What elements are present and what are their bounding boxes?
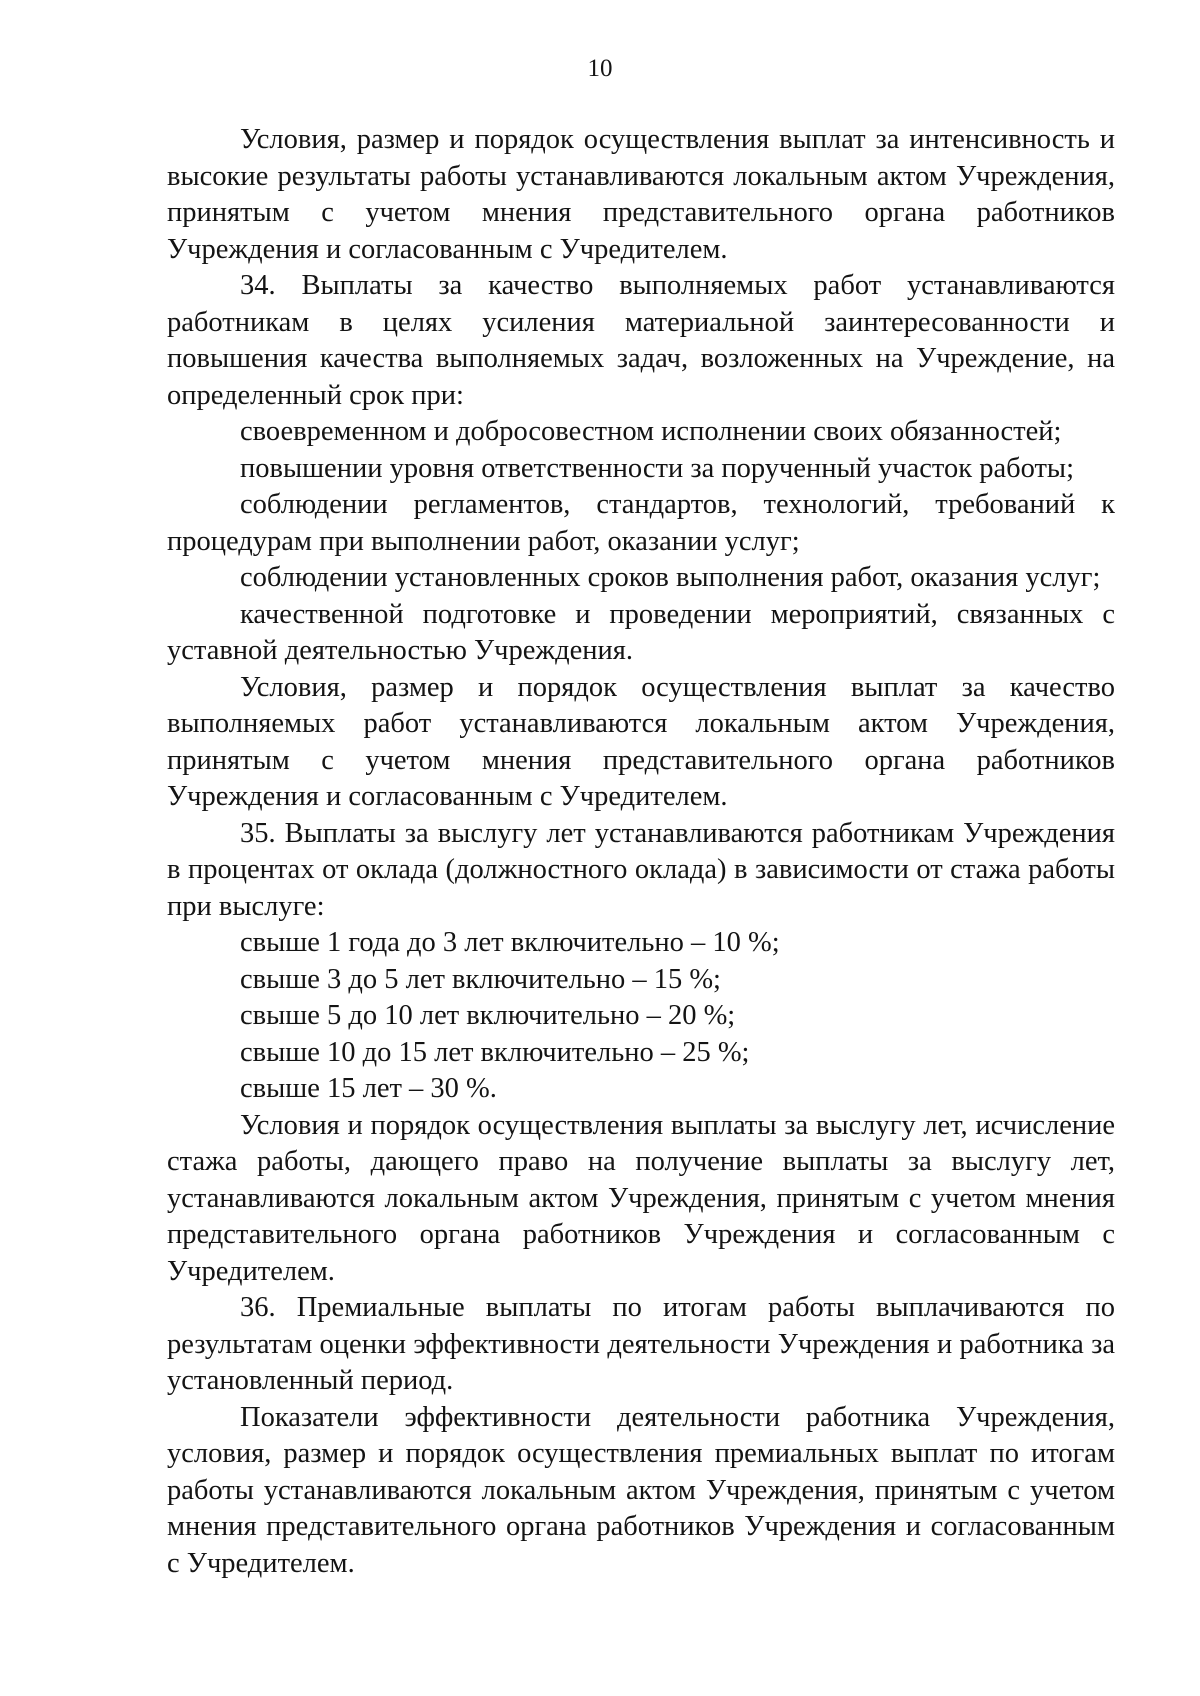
paragraph-36-bonus-payments: 36. Премиальные выплаты по итогам работы выплачиваются по результатам оценки эффективности деятельности Учреждения и работника за установленный период. <box>167 1292 1115 1396</box>
paragraph-34-quality-payments: 34. Выплаты за качество выполняемых работ устанавливаются работникам в целях усиления материальной заинтересованности и повышения качества выполняемых задач, возложенных на Учреждение, на определенный срок при: <box>167 270 1115 411</box>
list-item: соблюдении установленных сроков выполнения работ, оказания услуг; <box>240 562 1101 593</box>
paragraph-conditions-intensity: Условия, размер и порядок осуществления выплат за интенсивность и высокие результаты работы устанавливаются локальным актом Учреждения, принятым с учетом мнения представительного органа работников Учреждения и согласованным с Учредителем. <box>167 124 1115 265</box>
list-item: соблюдении регламентов, стандартов, технологий, требований к процедурам при выполнении работ, оказании услуг; <box>167 489 1115 557</box>
document-body <box>167 122 1115 1582</box>
list-item: свыше 15 лет – 30 %. <box>240 1073 497 1104</box>
paragraph-conditions-quality: Условия, размер и порядок осуществления выплат за качество выполняемых работ устанавливаются локальным актом Учреждения, принятым с учетом мнения представительного органа работников Учреждения и согласованным с Учредителем. <box>167 671 1115 812</box>
list-item: свыше 3 до 5 лет включительно – 15 %; <box>240 963 721 995</box>
page-number: 10 <box>587 55 613 82</box>
list-item: повышении уровня ответственности за порученный участок работы; <box>240 452 1074 484</box>
list-item: своевременном и добросовестном исполнении своих обязанностей; <box>240 416 1062 447</box>
list-item: свыше 5 до 10 лет включительно – 20 %; <box>240 1000 736 1031</box>
list-item: свыше 1 года до 3 лет включительно – 10 %; <box>240 927 780 958</box>
paragraph-efficiency-indicators: Показатели эффективности деятельности работника Учреждения, условия, размер и порядок осуществления премиальных выплат по итогам работы устанавливаются локальным актом Учреждения, принятым с учетом мнения представительного органа работников Учреждения и согласованным с Учредителем. <box>167 1401 1115 1579</box>
list-item: качественной подготовке и проведении мероприятий, связанных с уставной деятельностью Учреждения. <box>167 598 1115 666</box>
paragraph-35-seniority-payments: 35. Выплаты за выслугу лет устанавливаются работникам Учреждения в процентах от оклада (должностного оклада) в зависимости от стажа работы при выслуге: <box>167 817 1115 922</box>
list-item: свыше 10 до 15 лет включительно – 25 %; <box>240 1036 750 1068</box>
paragraph-conditions-seniority: Условия и порядок осуществления выплаты за выслугу лет, исчисление стажа работы, дающего право на получение выплаты за выслугу лет, устанавливаются локальным актом Учреждения, принятым с учетом мнения представительного органа работников Учреждения и согласованным с Учредителем. <box>167 1109 1115 1287</box>
